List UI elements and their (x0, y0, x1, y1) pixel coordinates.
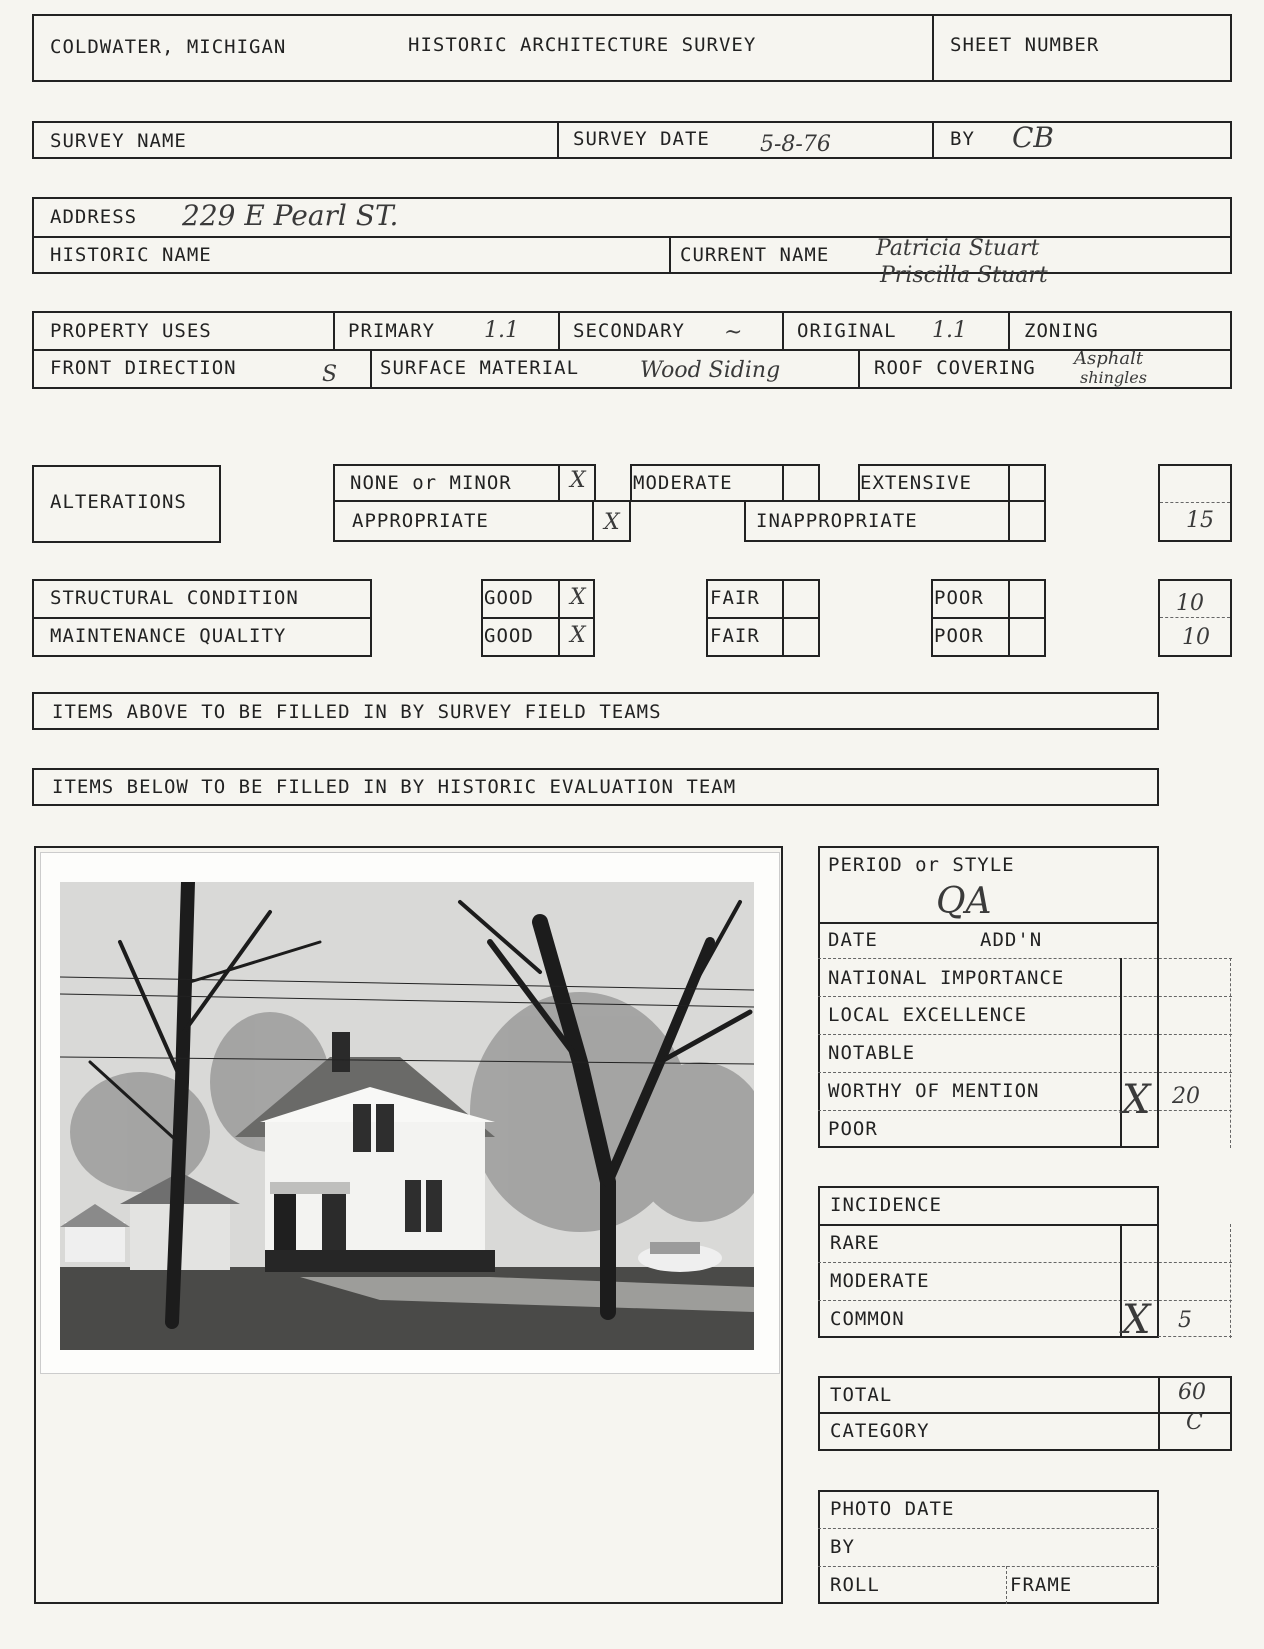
property-div-original (782, 311, 784, 349)
survey-row-divider-1 (557, 121, 559, 159)
moderate-check-divider (782, 464, 784, 502)
common-label: COMMON (830, 1308, 905, 1330)
fair-check-divider (782, 579, 784, 657)
front-direction-value: S (322, 362, 338, 387)
structural-condition-label: STRUCTURAL CONDITION (50, 587, 299, 609)
poor-check-divider (1008, 579, 1010, 657)
worthy-score: 20 (1172, 1084, 1200, 1109)
property-div-zoning (1008, 311, 1010, 349)
category-label: CATEGORY (830, 1420, 930, 1442)
appropriate-check-divider (592, 500, 594, 542)
secondary-label: SECONDARY (573, 320, 685, 342)
structural-poor-label: POOR (934, 587, 984, 609)
structural-good-label: GOOD (484, 587, 534, 609)
local-excellence-label: LOCAL EXCELLENCE (828, 1004, 1028, 1026)
original-value: 1.1 (932, 318, 967, 343)
incidence-moderate-label: MODERATE (830, 1270, 930, 1292)
surface-material-value: Wood Siding (640, 358, 781, 383)
house-photo (60, 882, 754, 1350)
local-divider (818, 1034, 1232, 1035)
notable-label: NOTABLE (828, 1042, 916, 1064)
frame-label: FRAME (1010, 1574, 1073, 1596)
sheet-number-label: SHEET NUMBER (950, 34, 1100, 56)
survey-date-label: SURVEY DATE (573, 128, 710, 150)
appropriate-mark: X (604, 510, 620, 535)
common-score: 5 (1178, 1308, 1192, 1333)
fair-divider (706, 617, 820, 619)
maintenance-score: 10 (1182, 625, 1210, 650)
maintenance-poor-label: POOR (934, 625, 984, 647)
incidence-label: INCIDENCE (830, 1194, 942, 1216)
totals-divider (818, 1412, 1232, 1414)
appropriate-label: APPROPRIATE (352, 510, 489, 532)
worthy-label: WORTHY OF MENTION (828, 1080, 1040, 1102)
common-mark: X (1122, 1297, 1151, 1343)
none-minor-check-divider (558, 464, 560, 502)
national-divider (818, 996, 1232, 997)
maintenance-fair-label: FAIR (710, 625, 760, 647)
secondary-value: ~ (724, 320, 743, 345)
current-name-divider (669, 236, 671, 274)
property-div-primary (333, 311, 335, 349)
incidence-moderate-divider (818, 1300, 1232, 1301)
importance-poor-label: POOR (828, 1118, 878, 1140)
alterations-score-divider (1160, 502, 1230, 503)
extensive-check-divider (1008, 464, 1010, 502)
address-label: ADDRESS (50, 206, 138, 228)
alterations-label: ALTERATIONS (50, 491, 187, 513)
zoning-label: ZONING (1024, 320, 1099, 342)
addn-label: ADD'N (980, 929, 1043, 951)
current-name-value-2: Priscilla Stuart (880, 263, 1048, 288)
national-importance-label: NATIONAL IMPORTANCE (828, 967, 1065, 989)
notes-above-text: ITEMS ABOVE TO BE FILLED IN BY SURVEY FIELD TEAMS (52, 701, 662, 723)
roll-label: ROLL (830, 1574, 880, 1596)
inappropriate-label: INAPPROPRIATE (756, 510, 918, 532)
photo-date-divider (818, 1528, 1159, 1529)
city-label: COLDWATER, MICHIGAN (50, 36, 287, 58)
period-style-value: QA (936, 881, 992, 922)
incidence-divider (818, 1224, 1159, 1226)
importance-score-edge (1230, 958, 1231, 1148)
roof-covering-value-2: shingles (1080, 368, 1147, 387)
roll-frame-divider (1006, 1566, 1007, 1604)
condition-label-divider (32, 617, 372, 619)
primary-value: 1.1 (484, 318, 519, 343)
surface-material-label: SURFACE MATERIAL (380, 357, 580, 379)
survey-name-label: SURVEY NAME (50, 130, 187, 152)
date-divider (818, 958, 1232, 959)
maintenance-good-label: GOOD (484, 625, 534, 647)
extensive-label: EXTENSIVE (860, 472, 972, 494)
condition-score-divider (1160, 617, 1230, 618)
property-div-roof (858, 349, 860, 389)
notable-divider (818, 1072, 1232, 1073)
common-bottom (1158, 1336, 1232, 1337)
maintenance-quality-label: MAINTENANCE QUALITY (50, 625, 287, 647)
structural-fair-label: FAIR (710, 587, 760, 609)
maintenance-good-mark: X (570, 623, 586, 648)
structural-score: 10 (1176, 591, 1204, 616)
period-divider (818, 922, 1159, 924)
property-divider (32, 349, 1232, 351)
property-div-secondary (558, 311, 560, 349)
alterations-score: 15 (1186, 508, 1214, 533)
notes-below-text: ITEMS BELOW TO BE FILLED IN BY HISTORIC EVALUATION TEAM (52, 776, 737, 798)
header-divider (932, 14, 934, 82)
survey-date-value: 5-8-76 (760, 132, 831, 157)
worthy-divider (818, 1110, 1232, 1111)
inappropriate-check-divider (1008, 500, 1010, 542)
photo-date-label: PHOTO DATE (830, 1498, 955, 1520)
good-divider (481, 617, 595, 619)
rare-label: RARE (830, 1232, 880, 1254)
moderate-label: MODERATE (633, 472, 733, 494)
good-check-divider (558, 579, 560, 657)
structural-good-mark: X (570, 585, 586, 610)
none-minor-label: NONE or MINOR (350, 472, 512, 494)
roof-covering-label: ROOF COVERING (874, 357, 1036, 379)
photo-by-divider (818, 1566, 1159, 1567)
survey-by-label: BY (950, 128, 975, 150)
address-divider (32, 236, 1232, 238)
none-minor-mark: X (570, 468, 586, 493)
worthy-mark: X (1122, 1077, 1151, 1123)
historic-name-label: HISTORIC NAME (50, 244, 212, 266)
original-label: ORIGINAL (797, 320, 897, 342)
survey-by-value: CB (1012, 121, 1054, 154)
roof-covering-value-1: Asphalt (1074, 348, 1144, 369)
period-style-label: PERIOD or STYLE (828, 854, 1015, 876)
total-value: 60 (1178, 1380, 1206, 1405)
current-name-label: CURRENT NAME (680, 244, 830, 266)
property-uses-label: PROPERTY USES (50, 320, 212, 342)
survey-row-divider-2 (932, 121, 934, 159)
photo-by-label: BY (830, 1536, 855, 1558)
front-direction-label: FRONT DIRECTION (50, 357, 237, 379)
primary-label: PRIMARY (348, 320, 436, 342)
current-name-value-1: Patricia Stuart (876, 236, 1040, 261)
poor-divider (931, 617, 1046, 619)
property-div-surface (370, 349, 372, 389)
survey-title: HISTORIC ARCHITECTURE SURVEY (408, 34, 757, 56)
category-value: C (1186, 1410, 1203, 1435)
total-label: TOTAL (830, 1384, 893, 1406)
date-label: DATE (828, 929, 878, 951)
totals-value-divider (1158, 1376, 1160, 1451)
rare-divider (818, 1262, 1232, 1263)
incidence-score-edge (1230, 1224, 1231, 1338)
address-value: 229 E Pearl ST. (182, 199, 399, 232)
house-photo-image (60, 882, 754, 1350)
